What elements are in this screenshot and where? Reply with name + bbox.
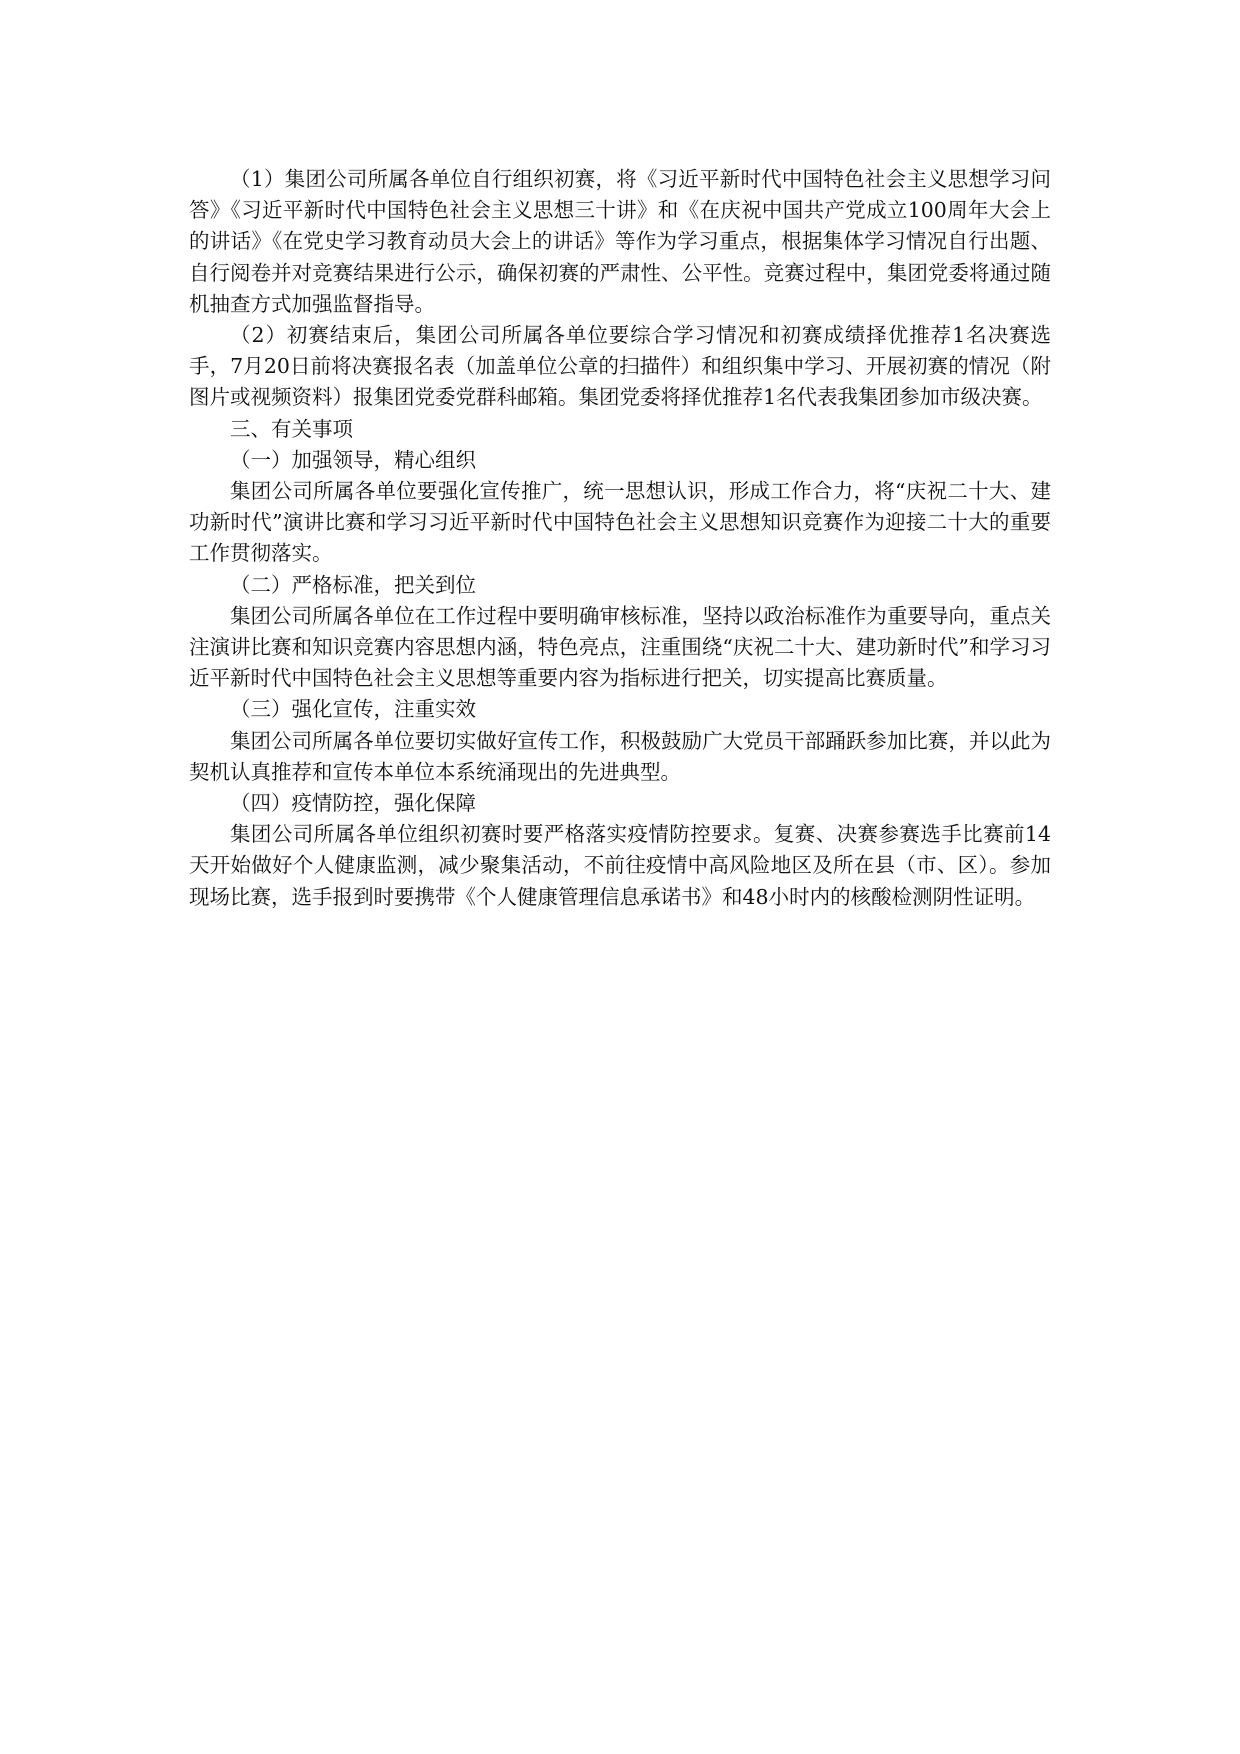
subheading-epidemic-control: （四）疫情防控，强化保障 [230,791,476,816]
subheading-leadership: （一）加强领导，精心组织 [230,447,476,472]
subheading-standards: （二）严格标准，把关到位 [230,572,476,597]
section-heading-related-matters: 三、有关事项 [230,416,353,441]
document-body [189,164,1051,913]
paragraph-final-recommendation: （2）初赛结束后，集团公司所属各单位要综合学习情况和初赛成绩择优推荐1名决赛选手，7月20日前将决赛报名表（加盖单位公章的扫描件）和组织集中学习、开展初赛的情况（附图片或视频资料）报集团党委党群科邮箱。集团党委将择优推荐1名代表我集团参加市级决赛。 [189,323,1051,410]
paragraph-standards: 集团公司所属各单位在工作过程中要明确审核标准，坚持以政治标准作为重要导向，重点关注演讲比赛和知识竞赛内容思想内涵，特色亮点，注重围绕“庆祝二十大、建功新时代”和学习习近平新时代中国特色社会主义思想等重要内容为指标进行把关，切实提高比赛质量。 [189,603,1051,691]
paragraph-preliminary-round: （1）集团公司所属各单位自行组织初赛，将《习近平新时代中国特色社会主义思想学习问答》《习近平新时代中国特色社会主义思想三十讲》和《在庆祝中国共产党成立100周年大会上的讲话》《在党史学习教育动员大会上的讲话》等作为学习重点，根据集体学习情况自行出题、自行阅卷并对竞赛结果进行公示，确保初赛的严肃性、公平性。竞赛过程中，集团党委将通过随机抽查方式加强监督指导。 [189,167,1051,316]
paragraph-leadership: 集团公司所属各单位要强化宣传推广，统一思想认识，形成工作合力，将“庆祝二十大、建功新时代”演讲比赛和学习习近平新时代中国特色社会主义思想知识竞赛作为迎接二十大的重要工作贯彻落实。 [189,479,1051,566]
paragraph-epidemic-control: 集团公司所属各单位组织初赛时要严格落实疫情防控要求。复赛、决赛参赛选手比赛前14天开始做好个人健康监测，减少聚集活动，不前往疫情中高风险地区及所在县（市、区）。参加现场比赛，选手报到时要携带《个人健康管理信息承诺书》和48小时内的核酸检测阴性证明。 [189,822,1051,909]
paragraph-publicity: 集团公司所属各单位要切实做好宣传工作，积极鼓励广大党员干部踊跃参加比赛，并以此为契机认真推荐和宣传本单位本系统涌现出的先进典型。 [189,728,1051,784]
subheading-publicity: （三）强化宣传，注重实效 [230,697,476,722]
